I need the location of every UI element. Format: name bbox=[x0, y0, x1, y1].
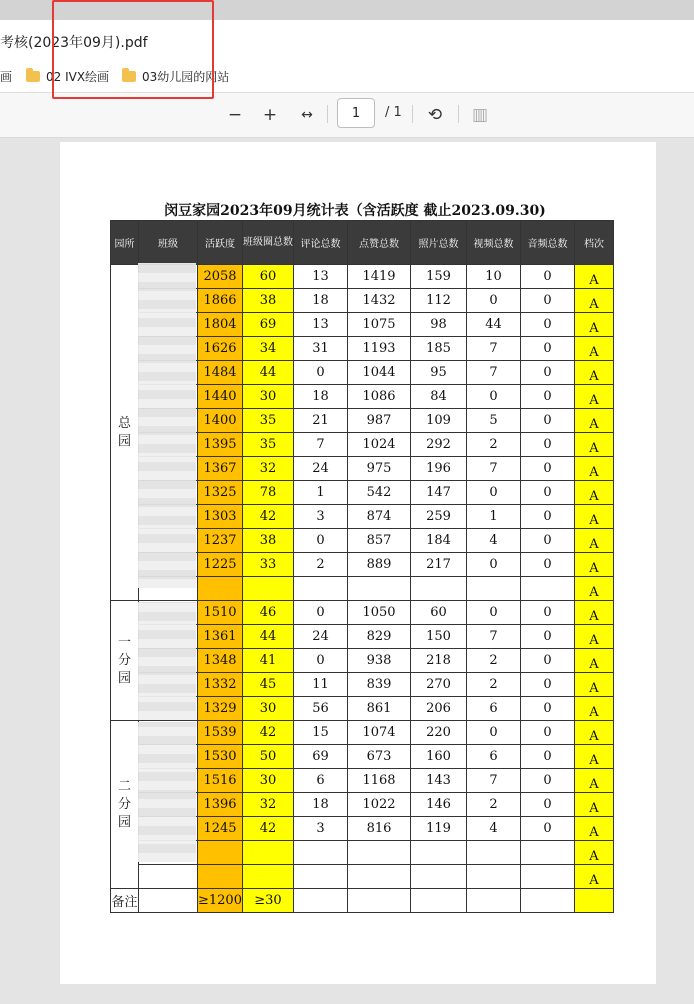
footer-row bbox=[111, 889, 614, 913]
address-text: 考核(2023年09月).pdf bbox=[0, 35, 148, 51]
videos-cell: 6 bbox=[466, 745, 520, 769]
audios-cell: 0 bbox=[520, 265, 574, 289]
audios-cell: 0 bbox=[520, 769, 574, 793]
grade-label: A bbox=[589, 729, 599, 744]
videos-cell: 4 bbox=[466, 817, 520, 841]
class-circle-cell: 78 bbox=[242, 481, 293, 505]
photos-cell: 159 bbox=[410, 265, 466, 289]
footer-empty bbox=[293, 889, 347, 913]
comments-cell: 31 bbox=[293, 337, 347, 361]
grade-cell bbox=[574, 793, 613, 817]
header-activity: 活跃度 bbox=[198, 221, 243, 265]
grade-label: A bbox=[589, 753, 599, 768]
photos-cell: 150 bbox=[410, 625, 466, 649]
videos-cell: 5 bbox=[466, 409, 520, 433]
grade-label: A bbox=[589, 513, 599, 528]
audios-cell: 0 bbox=[520, 745, 574, 769]
grade-label: A bbox=[589, 273, 599, 288]
activity-cell: 1400 bbox=[198, 409, 243, 433]
page-total: / 1 bbox=[385, 105, 402, 120]
audios-cell: 0 bbox=[520, 721, 574, 745]
activity-cell: 1348 bbox=[198, 649, 243, 673]
redacted-class-names bbox=[138, 722, 196, 862]
zoom-out-button[interactable]: − bbox=[227, 105, 243, 125]
audios-cell: 0 bbox=[520, 793, 574, 817]
comments-cell: 56 bbox=[293, 697, 347, 721]
videos-cell: 1 bbox=[466, 505, 520, 529]
audios-cell: 0 bbox=[520, 673, 574, 697]
activity-cell: 1367 bbox=[198, 457, 243, 481]
page-number-input[interactable]: 1 bbox=[337, 98, 375, 128]
comments-cell: 0 bbox=[293, 601, 347, 625]
likes-cell bbox=[347, 841, 410, 865]
class-circle-cell: 35 bbox=[242, 433, 293, 457]
grade-label: A bbox=[589, 777, 599, 792]
header-class: 班级 bbox=[139, 221, 198, 265]
class-circle-cell: 30 bbox=[242, 769, 293, 793]
photos-cell bbox=[410, 865, 466, 889]
videos-cell bbox=[466, 841, 520, 865]
class-name-cell bbox=[139, 865, 198, 889]
comments-cell: 69 bbox=[293, 745, 347, 769]
class-circle-cell: 33 bbox=[242, 553, 293, 577]
audios-cell: 0 bbox=[520, 817, 574, 841]
grade-label: A bbox=[589, 489, 599, 504]
photos-cell: 160 bbox=[410, 745, 466, 769]
activity-cell: 1325 bbox=[198, 481, 243, 505]
campus-cell bbox=[111, 721, 139, 889]
header-photos: 照片总数 bbox=[410, 221, 466, 265]
likes-cell: 975 bbox=[347, 457, 410, 481]
videos-cell: 0 bbox=[466, 289, 520, 313]
grade-label: A bbox=[589, 321, 599, 336]
table-row bbox=[111, 865, 614, 889]
comments-cell: 6 bbox=[293, 769, 347, 793]
grade-cell bbox=[574, 385, 613, 409]
likes-cell: 1022 bbox=[347, 793, 410, 817]
videos-cell: 2 bbox=[466, 649, 520, 673]
footer-grade bbox=[574, 889, 613, 913]
comments-cell: 0 bbox=[293, 529, 347, 553]
likes-cell: 1050 bbox=[347, 601, 410, 625]
videos-cell: 7 bbox=[466, 625, 520, 649]
photos-cell: 98 bbox=[410, 313, 466, 337]
campus-cell bbox=[111, 265, 139, 601]
class-circle-cell: 42 bbox=[242, 721, 293, 745]
videos-cell bbox=[466, 577, 520, 601]
videos-cell: 0 bbox=[466, 481, 520, 505]
activity-cell: 1866 bbox=[198, 289, 243, 313]
comments-cell: 18 bbox=[293, 793, 347, 817]
grade-cell bbox=[574, 409, 613, 433]
redacted-class-names bbox=[138, 263, 196, 588]
grade-label: A bbox=[589, 849, 599, 864]
grade-cell bbox=[574, 865, 613, 889]
header-audios: 音频总数 bbox=[520, 221, 574, 265]
likes-cell: 1024 bbox=[347, 433, 410, 457]
comments-cell bbox=[293, 577, 347, 601]
photos-cell: 217 bbox=[410, 553, 466, 577]
grade-label: A bbox=[589, 705, 599, 720]
activity-cell: 1237 bbox=[198, 529, 243, 553]
videos-cell: 7 bbox=[466, 337, 520, 361]
videos-cell bbox=[466, 865, 520, 889]
grade-label: A bbox=[589, 561, 599, 576]
likes-cell: 1168 bbox=[347, 769, 410, 793]
grade-cell bbox=[574, 697, 613, 721]
comments-cell: 2 bbox=[293, 553, 347, 577]
photos-cell: 185 bbox=[410, 337, 466, 361]
activity-cell: 1245 bbox=[198, 817, 243, 841]
likes-cell bbox=[347, 577, 410, 601]
activity-cell: 1530 bbox=[198, 745, 243, 769]
activity-cell bbox=[198, 841, 243, 865]
header-likes: 点赞总数 bbox=[347, 221, 410, 265]
grade-cell bbox=[574, 457, 613, 481]
grade-cell bbox=[574, 481, 613, 505]
grade-cell bbox=[574, 289, 613, 313]
videos-cell: 2 bbox=[466, 433, 520, 457]
activity-cell: 1539 bbox=[198, 721, 243, 745]
footer-empty bbox=[410, 889, 466, 913]
audios-cell: 0 bbox=[520, 457, 574, 481]
grade-cell bbox=[574, 673, 613, 697]
comments-cell: 1 bbox=[293, 481, 347, 505]
footer-empty bbox=[139, 889, 198, 913]
likes-cell: 889 bbox=[347, 553, 410, 577]
photos-cell: 259 bbox=[410, 505, 466, 529]
comments-cell bbox=[293, 865, 347, 889]
campus-cell bbox=[111, 601, 139, 721]
comments-cell bbox=[293, 841, 347, 865]
grade-label: A bbox=[589, 657, 599, 672]
activity-cell: 1440 bbox=[198, 385, 243, 409]
activity-cell: 1329 bbox=[198, 697, 243, 721]
table-header-row bbox=[111, 221, 614, 265]
audios-cell: 0 bbox=[520, 481, 574, 505]
photos-cell: 112 bbox=[410, 289, 466, 313]
header-videos: 视频总数 bbox=[466, 221, 520, 265]
photos-cell: 119 bbox=[410, 817, 466, 841]
videos-cell: 10 bbox=[466, 265, 520, 289]
comments-cell: 18 bbox=[293, 385, 347, 409]
audios-cell bbox=[520, 577, 574, 601]
photos-cell: 146 bbox=[410, 793, 466, 817]
header-campus: 园所 bbox=[111, 221, 139, 265]
audios-cell: 0 bbox=[520, 385, 574, 409]
class-circle-cell: 44 bbox=[242, 361, 293, 385]
videos-cell: 6 bbox=[466, 697, 520, 721]
photos-cell: 60 bbox=[410, 601, 466, 625]
videos-cell: 7 bbox=[466, 769, 520, 793]
class-circle-cell: 38 bbox=[242, 529, 293, 553]
class-circle-cell bbox=[242, 841, 293, 865]
class-circle-cell: 50 bbox=[242, 745, 293, 769]
toolbar-divider bbox=[412, 105, 413, 123]
grade-cell bbox=[574, 625, 613, 649]
likes-cell: 874 bbox=[347, 505, 410, 529]
audios-cell: 0 bbox=[520, 505, 574, 529]
class-circle-cell: 45 bbox=[242, 673, 293, 697]
folder-icon bbox=[26, 71, 40, 82]
header-grade: 档次 bbox=[574, 221, 613, 265]
likes-cell: 1074 bbox=[347, 721, 410, 745]
comments-cell: 7 bbox=[293, 433, 347, 457]
campus-label: 二分园 bbox=[117, 778, 131, 830]
likes-cell: 938 bbox=[347, 649, 410, 673]
audios-cell: 0 bbox=[520, 313, 574, 337]
videos-cell: 44 bbox=[466, 313, 520, 337]
grade-label: A bbox=[589, 345, 599, 360]
photos-cell: 109 bbox=[410, 409, 466, 433]
grade-label: A bbox=[589, 585, 599, 600]
grade-cell bbox=[574, 769, 613, 793]
toolbar-divider bbox=[458, 105, 459, 123]
redacted-class-names bbox=[138, 602, 196, 720]
activity-requirement: ≥1200 bbox=[198, 889, 243, 913]
videos-cell: 2 bbox=[466, 673, 520, 697]
campus-label: 一分园 bbox=[117, 634, 131, 686]
activity-cell: 1225 bbox=[198, 553, 243, 577]
grade-cell bbox=[574, 529, 613, 553]
likes-cell: 1044 bbox=[347, 361, 410, 385]
audios-cell: 0 bbox=[520, 409, 574, 433]
grade-cell bbox=[574, 433, 613, 457]
bookmark-item-1[interactable]: 画 bbox=[0, 70, 13, 84]
photos-cell: 196 bbox=[410, 457, 466, 481]
likes-cell: 1432 bbox=[347, 289, 410, 313]
photos-cell bbox=[410, 841, 466, 865]
videos-cell: 0 bbox=[466, 601, 520, 625]
comments-cell: 11 bbox=[293, 673, 347, 697]
grade-label: A bbox=[589, 369, 599, 384]
class-circle-requirement: ≥30 bbox=[242, 889, 293, 913]
document-title: 闵豆家园2023年09月统计表（含活跃度 截止2023.09.30) bbox=[164, 203, 546, 219]
likes-cell bbox=[347, 865, 410, 889]
note-label: 备注 bbox=[111, 889, 139, 913]
activity-cell: 1516 bbox=[198, 769, 243, 793]
photos-cell: 95 bbox=[410, 361, 466, 385]
audios-cell: 0 bbox=[520, 697, 574, 721]
comments-cell: 24 bbox=[293, 625, 347, 649]
likes-cell: 987 bbox=[347, 409, 410, 433]
bookmark-item-2[interactable]: 02 IVX绘画 bbox=[26, 68, 109, 85]
videos-cell: 4 bbox=[466, 529, 520, 553]
grade-label: A bbox=[589, 417, 599, 432]
comments-cell: 0 bbox=[293, 361, 347, 385]
photos-cell: 218 bbox=[410, 649, 466, 673]
class-circle-cell: 44 bbox=[242, 625, 293, 649]
activity-cell: 1395 bbox=[198, 433, 243, 457]
grade-cell bbox=[574, 601, 613, 625]
activity-cell: 1626 bbox=[198, 337, 243, 361]
bookmark-item-3[interactable]: 03幼儿园的网站 bbox=[122, 68, 229, 85]
grade-label: A bbox=[589, 441, 599, 456]
photos-cell: 184 bbox=[410, 529, 466, 553]
header-comments: 评论总数 bbox=[293, 221, 347, 265]
audios-cell: 0 bbox=[520, 601, 574, 625]
likes-cell: 857 bbox=[347, 529, 410, 553]
audios-cell: 0 bbox=[520, 625, 574, 649]
class-circle-cell: 32 bbox=[242, 457, 293, 481]
grade-cell bbox=[574, 817, 613, 841]
likes-cell: 1419 bbox=[347, 265, 410, 289]
likes-cell: 1075 bbox=[347, 313, 410, 337]
class-circle-cell: 60 bbox=[242, 265, 293, 289]
grade-cell bbox=[574, 505, 613, 529]
likes-cell: 839 bbox=[347, 673, 410, 697]
grade-cell bbox=[574, 745, 613, 769]
activity-cell: 1510 bbox=[198, 601, 243, 625]
class-circle-cell: 46 bbox=[242, 601, 293, 625]
grade-label: A bbox=[589, 801, 599, 816]
comments-cell: 21 bbox=[293, 409, 347, 433]
audios-cell: 0 bbox=[520, 289, 574, 313]
photos-cell: 292 bbox=[410, 433, 466, 457]
class-circle-cell: 69 bbox=[242, 313, 293, 337]
videos-cell: 0 bbox=[466, 721, 520, 745]
class-circle-cell: 42 bbox=[242, 505, 293, 529]
photos-cell: 220 bbox=[410, 721, 466, 745]
comments-cell: 13 bbox=[293, 265, 347, 289]
pdf-toolbar bbox=[0, 93, 694, 138]
class-circle-cell: 41 bbox=[242, 649, 293, 673]
grade-label: A bbox=[589, 633, 599, 648]
grade-cell bbox=[574, 649, 613, 673]
red-highlight-box bbox=[52, 0, 214, 99]
activity-cell: 1396 bbox=[198, 793, 243, 817]
videos-cell: 0 bbox=[466, 553, 520, 577]
grade-cell bbox=[574, 841, 613, 865]
grade-cell bbox=[574, 577, 613, 601]
photos-cell: 147 bbox=[410, 481, 466, 505]
comments-cell: 3 bbox=[293, 505, 347, 529]
grade-cell bbox=[574, 553, 613, 577]
likes-cell: 861 bbox=[347, 697, 410, 721]
class-circle-cell bbox=[242, 577, 293, 601]
toolbar-divider bbox=[327, 105, 328, 123]
activity-cell: 1303 bbox=[198, 505, 243, 529]
grade-cell bbox=[574, 721, 613, 745]
grade-cell bbox=[574, 361, 613, 385]
fit-width-button[interactable]: ↔ bbox=[301, 107, 313, 123]
comments-cell: 13 bbox=[293, 313, 347, 337]
campus-label: 总园 bbox=[117, 415, 131, 449]
photos-cell bbox=[410, 577, 466, 601]
two-page-view-button[interactable]: ▥ bbox=[471, 105, 489, 125]
comments-cell: 15 bbox=[293, 721, 347, 745]
comments-cell: 0 bbox=[293, 649, 347, 673]
activity-cell: 1804 bbox=[198, 313, 243, 337]
audios-cell: 0 bbox=[520, 649, 574, 673]
class-circle-cell: 30 bbox=[242, 385, 293, 409]
photos-cell: 270 bbox=[410, 673, 466, 697]
grade-cell bbox=[574, 313, 613, 337]
class-circle-cell: 42 bbox=[242, 817, 293, 841]
videos-cell: 7 bbox=[466, 457, 520, 481]
activity-cell: 2058 bbox=[198, 265, 243, 289]
class-circle-cell: 34 bbox=[242, 337, 293, 361]
likes-cell: 816 bbox=[347, 817, 410, 841]
activity-cell bbox=[198, 865, 243, 889]
grade-label: A bbox=[589, 537, 599, 552]
videos-cell: 0 bbox=[466, 385, 520, 409]
comments-cell: 18 bbox=[293, 289, 347, 313]
photos-cell: 143 bbox=[410, 769, 466, 793]
activity-cell bbox=[198, 577, 243, 601]
likes-cell: 542 bbox=[347, 481, 410, 505]
footer-empty bbox=[466, 889, 520, 913]
grade-label: A bbox=[589, 873, 599, 888]
grade-cell bbox=[574, 337, 613, 361]
comments-cell: 3 bbox=[293, 817, 347, 841]
audios-cell: 0 bbox=[520, 361, 574, 385]
footer-empty bbox=[347, 889, 410, 913]
rotate-button[interactable]: ⟲ bbox=[427, 105, 443, 125]
grade-label: A bbox=[589, 393, 599, 408]
grade-label: A bbox=[589, 297, 599, 312]
class-circle-cell bbox=[242, 865, 293, 889]
class-circle-cell: 30 bbox=[242, 697, 293, 721]
activity-cell: 1332 bbox=[198, 673, 243, 697]
grade-label: A bbox=[589, 681, 599, 696]
photos-cell: 84 bbox=[410, 385, 466, 409]
videos-cell: 7 bbox=[466, 361, 520, 385]
grade-label: A bbox=[589, 465, 599, 480]
photos-cell: 206 bbox=[410, 697, 466, 721]
footer-empty bbox=[520, 889, 574, 913]
activity-cell: 1484 bbox=[198, 361, 243, 385]
comments-cell: 24 bbox=[293, 457, 347, 481]
grade-cell bbox=[574, 265, 613, 289]
likes-cell: 673 bbox=[347, 745, 410, 769]
zoom-in-button[interactable]: + bbox=[262, 105, 278, 125]
audios-cell bbox=[520, 865, 574, 889]
likes-cell: 829 bbox=[347, 625, 410, 649]
class-circle-cell: 38 bbox=[242, 289, 293, 313]
likes-cell: 1193 bbox=[347, 337, 410, 361]
videos-cell: 2 bbox=[466, 793, 520, 817]
audios-cell: 0 bbox=[520, 337, 574, 361]
class-circle-cell: 35 bbox=[242, 409, 293, 433]
grade-label: A bbox=[589, 609, 599, 624]
audios-cell: 0 bbox=[520, 433, 574, 457]
header-class-circle: 班级圈总数 bbox=[242, 221, 293, 265]
audios-cell: 0 bbox=[520, 529, 574, 553]
activity-cell: 1361 bbox=[198, 625, 243, 649]
audios-cell: 0 bbox=[520, 553, 574, 577]
likes-cell: 1086 bbox=[347, 385, 410, 409]
audios-cell bbox=[520, 841, 574, 865]
class-circle-cell: 32 bbox=[242, 793, 293, 817]
grade-label: A bbox=[589, 825, 599, 840]
